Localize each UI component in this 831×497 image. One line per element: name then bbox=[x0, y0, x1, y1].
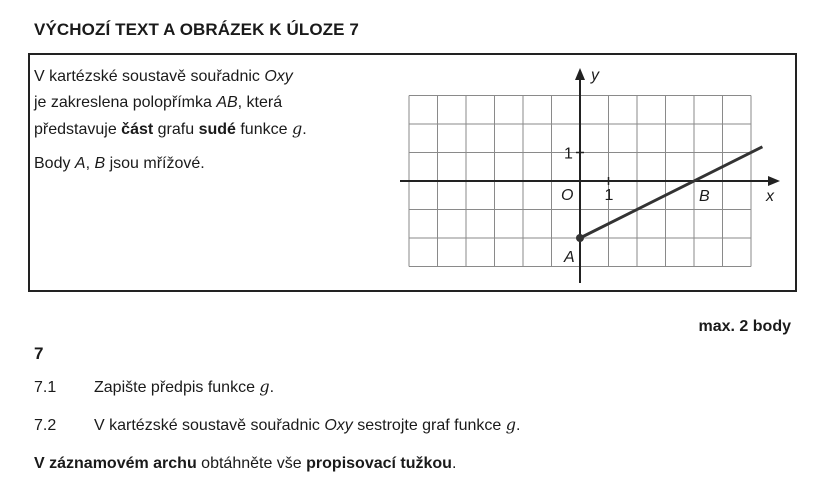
task-number: 7 bbox=[34, 344, 44, 363]
point-a-dot bbox=[576, 234, 584, 242]
x-axis-label: x bbox=[766, 188, 774, 205]
tick-y-label: 1 bbox=[564, 145, 573, 163]
y-axis-arrow bbox=[575, 68, 585, 80]
point-b-label: B bbox=[699, 188, 710, 205]
intro-paragraph-2: Body A, B jsou mřížové. bbox=[34, 155, 205, 172]
max-points: max. 2 body bbox=[698, 318, 791, 335]
instruction-footer: V záznamovém archu obtáhněte vše propisovací tužkou. bbox=[34, 455, 457, 472]
intro-paragraph-1: V kartézské soustavě souřadnic Oxy je zakreslena polopřímka AB, která představuje část grafu sudé funkce g. bbox=[34, 68, 307, 138]
page-heading: VÝCHOZÍ TEXT A OBRÁZEK K ÚLOZE 7 bbox=[34, 20, 359, 39]
point-a-label: A bbox=[564, 249, 575, 266]
subtask-7-2: 7.2 V kartézské soustavě souřadnic Oxy sestrojte graf funkce g. bbox=[34, 415, 521, 434]
y-axis-label: y bbox=[591, 67, 599, 84]
tick-x-label: 1 bbox=[604, 187, 614, 204]
x-axis-arrow bbox=[768, 176, 780, 186]
origin-label: O bbox=[561, 187, 574, 204]
subtask-7-1: 7.1 Zapište předpis funkce g. bbox=[34, 377, 275, 396]
